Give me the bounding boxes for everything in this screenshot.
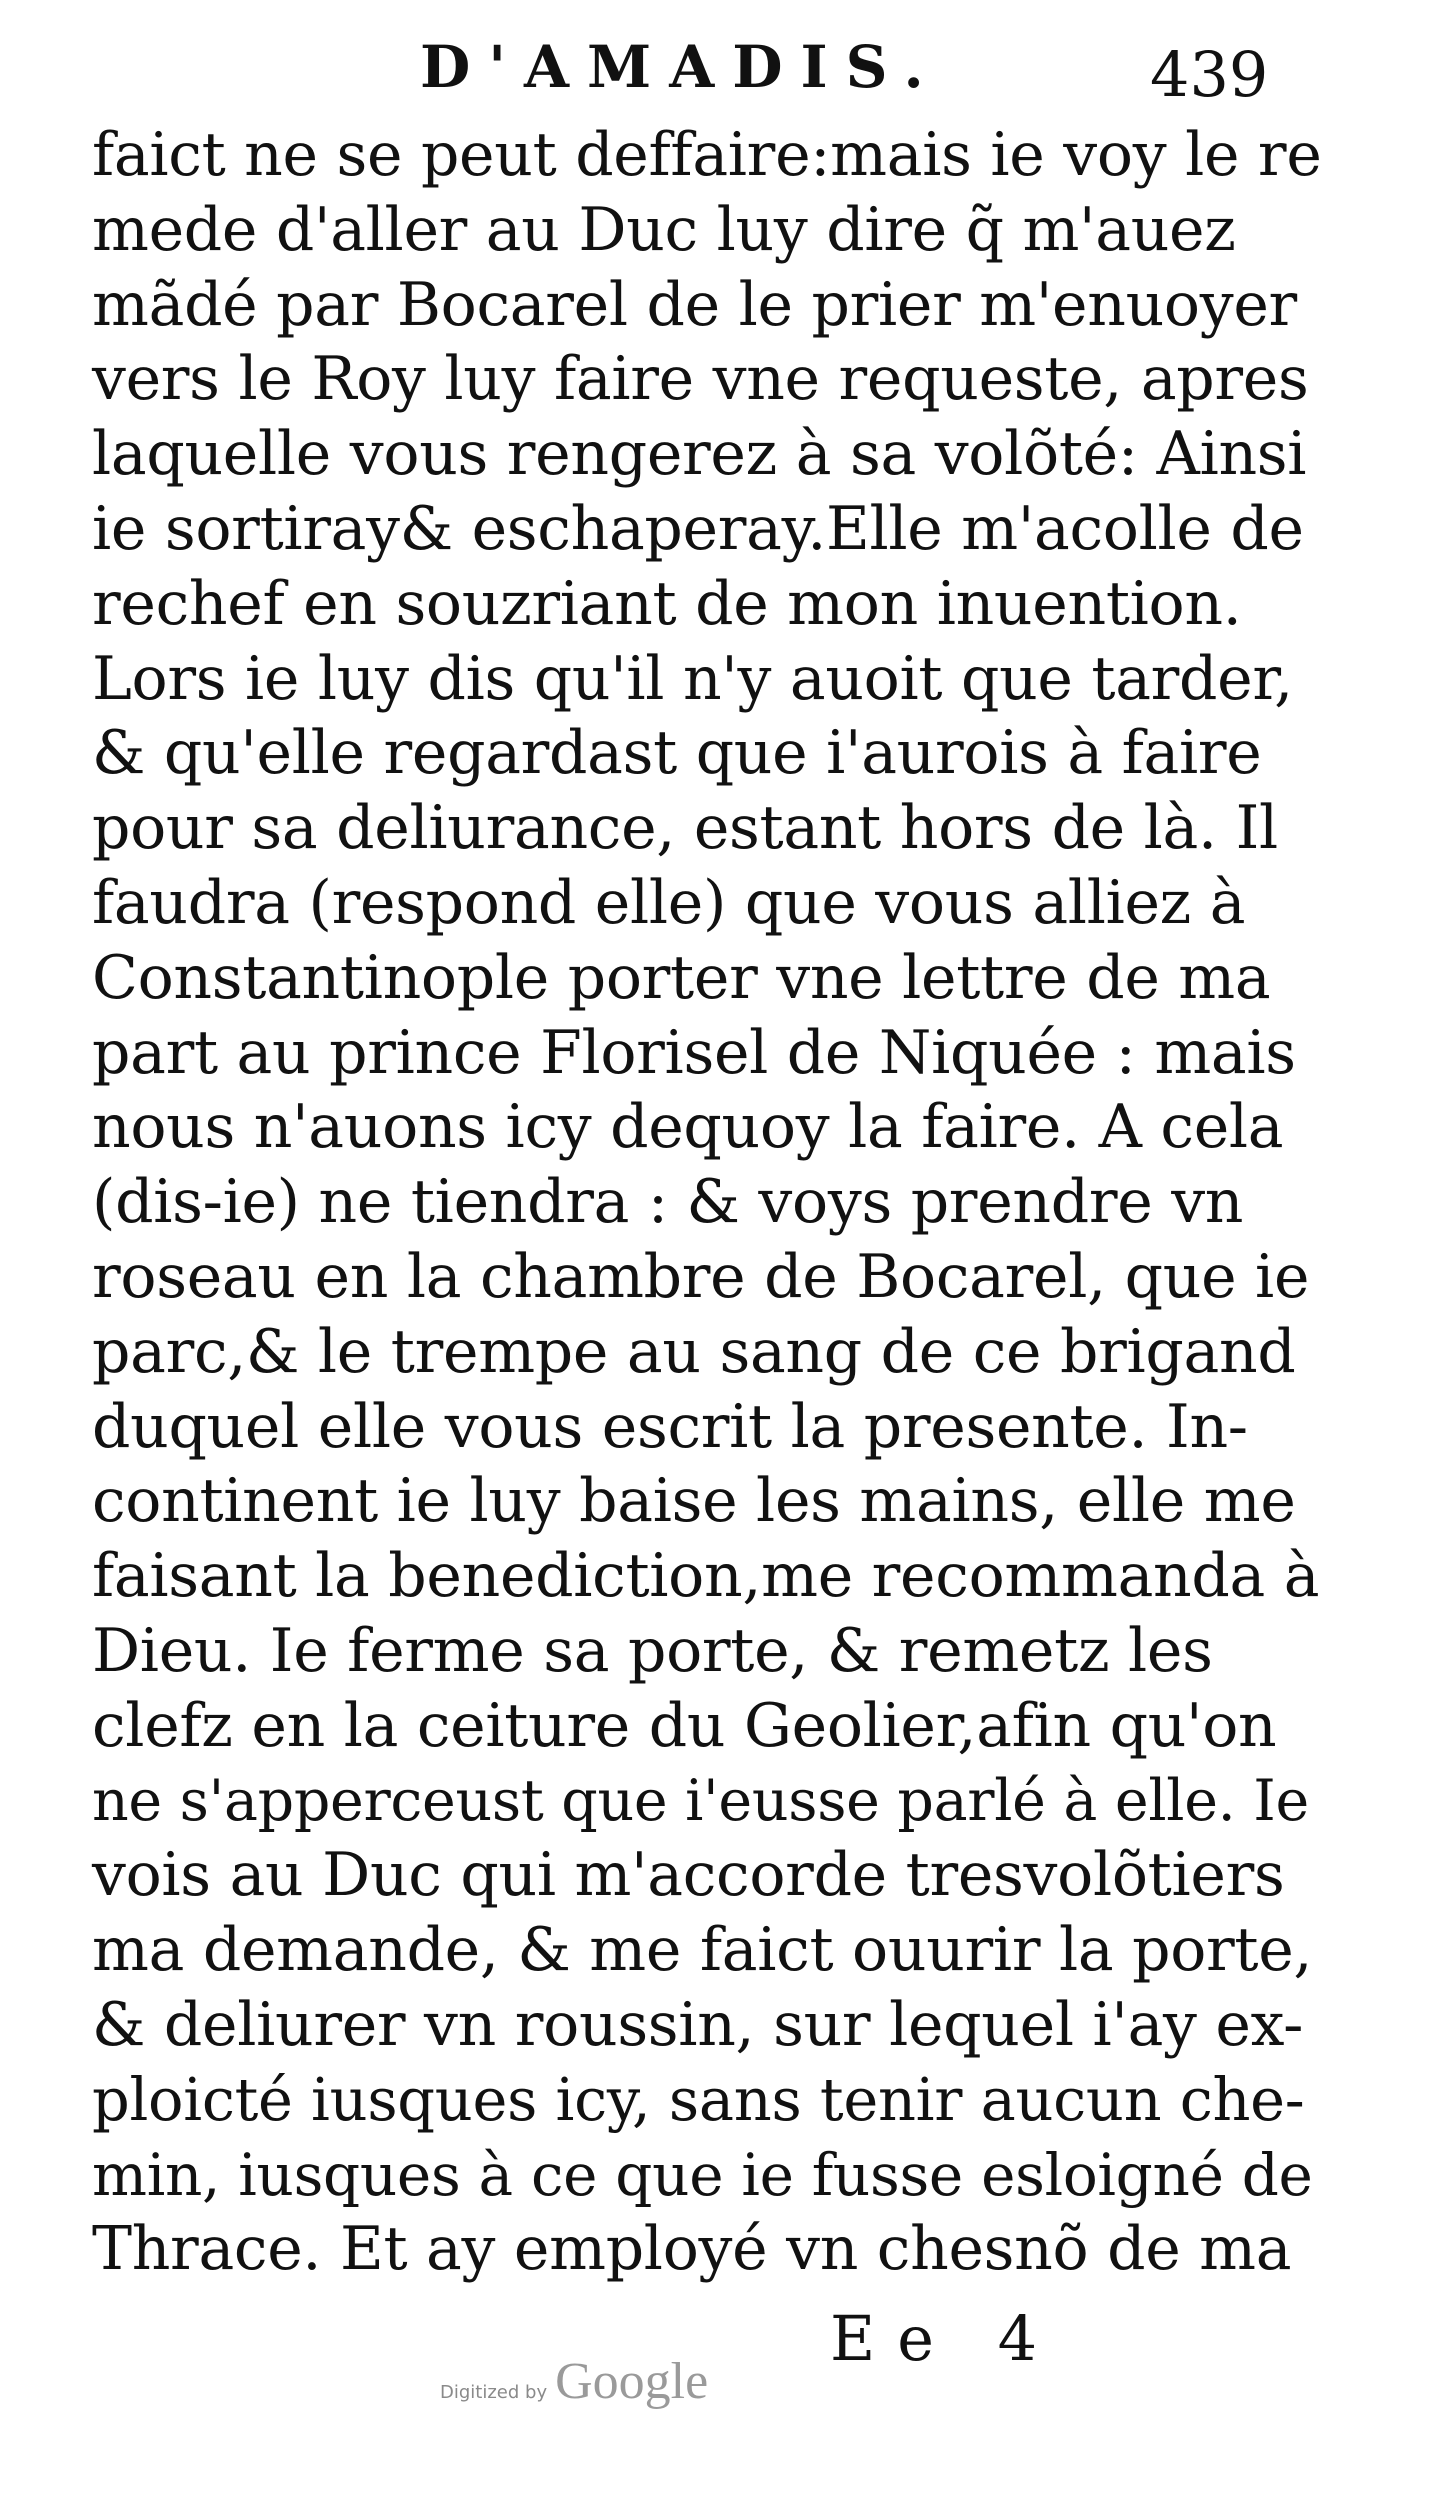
text-line: (dis-ie) ne tiendra : & voys prendre vn (92, 1167, 1244, 1238)
text-line: clefz en la ceiture du Geolier,afin qu'on (92, 1690, 1277, 1761)
text-line: ne s'apperceust que i'eusse parlé à elle. Ie (92, 1767, 1309, 1834)
text-line: continent ie luy baise les mains, elle me (92, 1466, 1296, 1537)
text-line: faisant la benediction,me recommanda à (92, 1541, 1320, 1612)
text-line: ie sortiray& eschaperay.Elle m'acolle de (92, 493, 1304, 564)
text-line: Dieu. Ie ferme sa porte, & remetz les (92, 1615, 1213, 1686)
signature-mark: Ee 4 (830, 2302, 1060, 2375)
text-line: Lors ie luy dis qu'il n'y auoit que tarder, (92, 643, 1293, 714)
text-line: vers le Roy luy faire vne requeste, apres (92, 344, 1309, 415)
text-line: pour sa deliurance, estant hors de là. Il (92, 793, 1278, 864)
text-line: roseau en la chambre de Bocarel, que ie (92, 1241, 1310, 1312)
body-text (92, 118, 1322, 2287)
text-line: mede d'aller au Duc luy dire q̃ m'auez (92, 194, 1236, 265)
google-logo: Google (555, 2353, 709, 2410)
text-line: rechef en souzriant de mon inuention. (92, 568, 1242, 639)
digitized-watermark (440, 2352, 708, 2411)
text-line: min, iusques à ce que ie fusse esloigné de (92, 2140, 1313, 2209)
text-line: vois au Duc qui m'accorde tresvolõtiers (92, 1840, 1285, 1911)
text-line: parc,& le trempe au sang de ce brigand (92, 1316, 1296, 1387)
text-line: faict ne se peut deffaire:mais ie voy le re (92, 120, 1322, 190)
text-line: & qu'elle regardast que i'aurois à faire (92, 718, 1262, 789)
text-line: ploicté iusques icy, sans tenir aucun che- (92, 2064, 1305, 2134)
text-line: laquelle vous rengerez à sa volõté: Ainsi (92, 419, 1307, 490)
text-line: Thrace. Et ay employé vn chesnõ de ma (92, 2214, 1292, 2285)
text-line: Constantinople porter vne lettre de ma (92, 942, 1271, 1013)
text-line: & deliurer vn roussin, sur lequel i'ay ex- (92, 1989, 1304, 2060)
digitized-label: Digitized by (440, 2382, 548, 2403)
text-line: ma demande, & me faict ouurir la porte, (92, 1915, 1313, 1986)
running-title: D'AMADIS. (420, 33, 942, 101)
text-line: faudra (respond elle) que vous alliez à (92, 867, 1246, 938)
text-line: mãdé par Bocarel de le prier m'enuoyer (92, 269, 1297, 340)
text-line: part au prince Florisel de Niquée : mais (92, 1017, 1296, 1088)
text-line: duquel elle vous escrit la presente. In- (92, 1391, 1248, 1462)
text-line: nous n'auons icy dequoy la faire. A cela (92, 1092, 1284, 1163)
page-number: 439 (1150, 38, 1269, 111)
